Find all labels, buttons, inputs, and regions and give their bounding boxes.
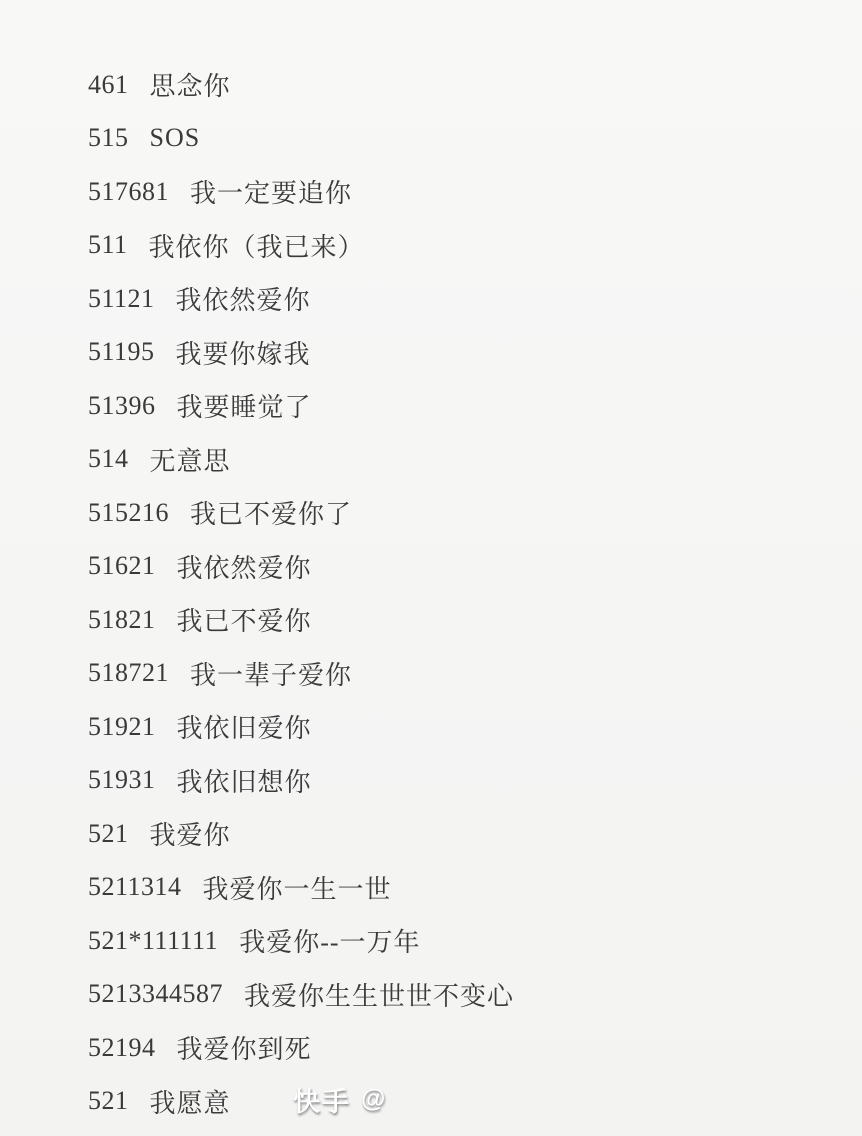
- code-number: 511: [88, 230, 128, 260]
- code-number: 51121: [88, 283, 155, 313]
- code-number: 52194: [88, 1032, 156, 1062]
- number-code-list: [88, 58, 842, 1128]
- code-meaning: 我要你嫁我: [175, 339, 311, 369]
- list-item: [88, 1021, 842, 1075]
- code-meaning: 我依然爱你: [175, 286, 311, 316]
- code-meaning: 我依旧想你: [176, 767, 312, 797]
- code-number: 461: [88, 69, 129, 99]
- list-item: [88, 647, 842, 701]
- code-meaning: 我一定要追你: [190, 179, 353, 209]
- list-item: [88, 861, 842, 915]
- list-item: [88, 968, 842, 1022]
- code-meaning: 我一辈子爱你: [190, 660, 353, 690]
- code-number: 51621: [88, 551, 156, 581]
- list-item: [88, 754, 842, 808]
- code-number: 5211314: [88, 872, 182, 902]
- code-number: 515216: [88, 497, 169, 527]
- list-item: [88, 326, 842, 380]
- list-item: [88, 540, 842, 594]
- code-meaning: 我爱你一生一世: [202, 874, 392, 904]
- code-meaning: SOS: [149, 123, 201, 153]
- list-item: [88, 486, 842, 540]
- code-number: 521*111111: [88, 925, 219, 955]
- list-item: [88, 914, 842, 968]
- list-item: [88, 700, 842, 754]
- code-number: 51921: [88, 711, 156, 741]
- code-meaning: 我爱你生生世世不变心: [244, 981, 515, 1011]
- code-number: 515: [88, 123, 129, 153]
- code-number: 51195: [88, 337, 155, 367]
- code-number: 521: [88, 1086, 129, 1116]
- code-number: 518721: [88, 658, 169, 688]
- code-meaning: 我爱你到死: [176, 1035, 312, 1065]
- code-meaning: 无意思: [149, 446, 231, 476]
- code-meaning: 我爱你--一万年: [239, 928, 421, 958]
- code-number: 51931: [88, 765, 156, 795]
- list-item: [88, 593, 842, 647]
- code-meaning: 思念你: [149, 72, 231, 102]
- list-item: [88, 807, 842, 861]
- code-meaning: 我要睡觉了: [176, 393, 312, 423]
- list-item: [88, 1075, 842, 1129]
- code-meaning: 我已不爱你了: [190, 500, 353, 530]
- list-item: [88, 58, 842, 112]
- code-meaning: 我依然爱你: [176, 553, 312, 583]
- code-number: 517681: [88, 176, 169, 206]
- code-number: 521: [88, 818, 129, 848]
- kuaishou-watermark: [293, 1080, 387, 1119]
- kuaishou-watermark-brand: 快手: [293, 1087, 351, 1117]
- list-item: [88, 433, 842, 487]
- list-item: [88, 165, 842, 219]
- list-item: [88, 219, 842, 273]
- code-meaning: 我已不爱你: [176, 607, 312, 637]
- at-sign-icon: @: [361, 1085, 388, 1113]
- code-meaning: 我愿意: [149, 1088, 231, 1118]
- code-number: 5213344587: [88, 979, 223, 1009]
- code-meaning: 我依旧爱你: [176, 714, 312, 744]
- code-meaning: 我爱你: [149, 821, 231, 851]
- list-item: [88, 112, 842, 166]
- code-meaning: 我依你（我已来）: [148, 232, 365, 262]
- code-number: 514: [88, 444, 129, 474]
- code-number: 51396: [88, 390, 156, 420]
- list-item: [88, 272, 842, 326]
- list-item: [88, 379, 842, 433]
- code-number: 51821: [88, 604, 156, 634]
